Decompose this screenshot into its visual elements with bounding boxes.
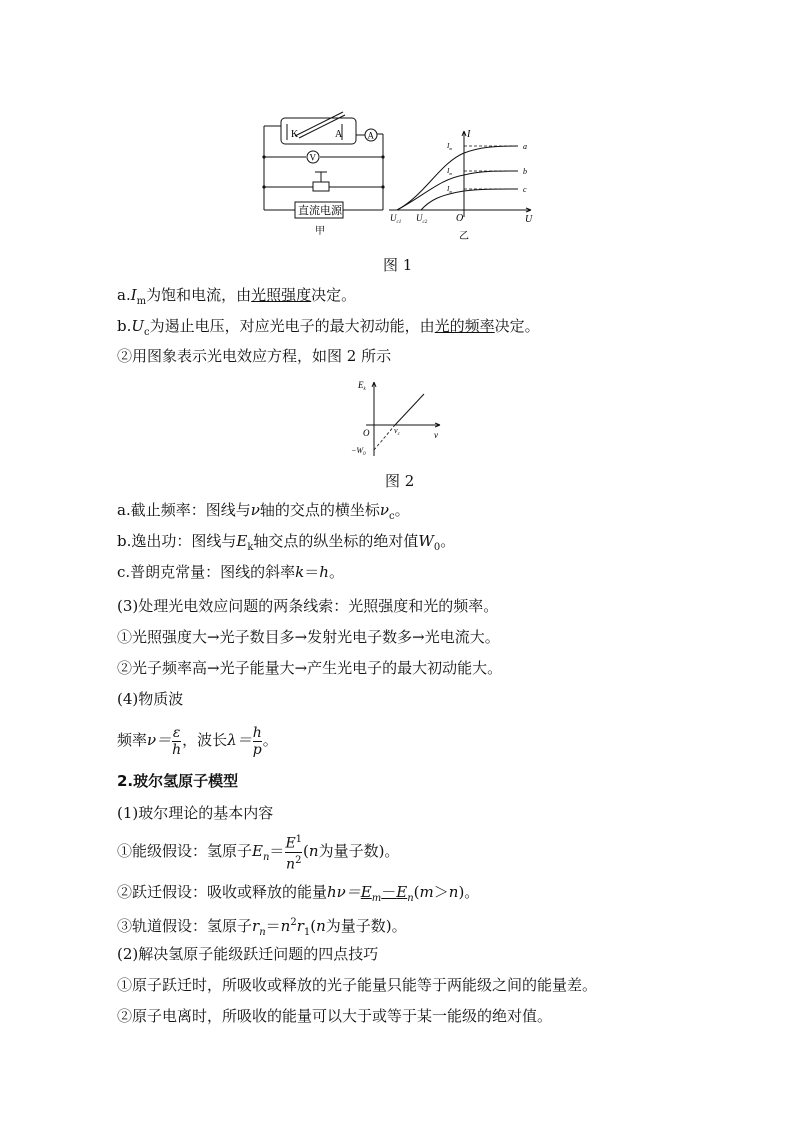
text-line-8: ①光照强度大→光子数目多→发射光电子数多→光电流大。 [117,628,500,646]
text-line-6: c.普朗克常量：图线的斜率k＝h。 [117,563,344,581]
circuit-diagram [255,110,390,235]
svg-text:Im: $I_m$ [447,185,453,194]
text-line-18: ①原子跃迁时，所吸收或释放的光子能量只能等于两能级之间的能量差。 [117,976,598,994]
text-line-14: ①能级假设：氢原子$E_n=$ $\frac{E^1}{n^2}$ (n为量子数)。 [117,834,400,873]
svg-text:−W0: $-W_0$ [351,446,366,457]
svg-text:b: b [523,167,527,176]
text-line-17: (2)解决氢原子能级跃迁问题的四点技巧 [117,945,379,963]
ek-line [395,394,424,425]
text-line-1: $a.I_m$为饱和电流，由光照强度决定。 [117,286,357,307]
text-line-9: ②光子频率高→光子能量大→产生光电子的最大初动能大。 [117,659,503,677]
svg-text:O: O [456,213,464,224]
text-line-19: ②原子电离时，所吸收的能量可以大于或等于某一能级的绝对值。 [117,1007,553,1025]
svg-text:Im: $I_m$ [447,142,453,151]
voltmeter-label: V [309,152,316,163]
svg-text:Ek: $E_k$ [358,380,366,392]
iu-graph [385,125,545,243]
svg-text:c: c [523,185,527,194]
curve-a [397,146,518,210]
svg-text:Uc2: $U_{c2}$ [416,213,428,225]
svg-text:I: I [467,129,471,140]
power-label: 直流电源 [298,204,342,217]
curve-b [397,171,518,210]
ammeter-label: A [367,130,374,141]
text-line-15: ②跃迁假设：吸收或释放的能量$h\nu=E_m-E_n(m>n)$。 [117,883,480,904]
text-line-13: (1)玻尔理论的基本内容 [117,804,274,822]
label-k: K [291,129,299,140]
svg-text:Im: $I_m$ [447,167,453,176]
text-line-16: ③轨道假设：氢原子$r_n=n^2r_1(n$为量子数)。 [117,917,407,938]
text-line-5: b.逸出功：图线与$E_k$轴交点的纵坐标的绝对值$W_0$。 [117,532,456,553]
figure2-caption: 图 2 [385,472,415,490]
section-heading: 2.玻尔氢原子模型 [117,772,239,790]
curve-c [421,189,518,210]
svg-text:Uc1: $U_{c1}$ [390,213,402,225]
text-line-3: ②用图象表示光电效应方程，如图 2 所示 [117,347,392,365]
ek-v-graph [350,376,450,461]
text-line-4: a.截止频率：图线与ν轴的交点的横坐标$\nu_c$。 [117,501,410,522]
svg-text:乙: 乙 [459,231,469,242]
svg-text:U: U [525,214,533,225]
text-line-7: (3)处理光电效应问题的两条线索：光照强度和光的频率。 [117,597,499,615]
text-line-10: (4)物质波 [117,690,184,708]
svg-text:a: a [523,142,527,151]
text-line-11: 频率ν＝ $\frac{\varepsilon}{h}$ ，波长λ＝ $\frac{h}{p}$ 。 [117,724,278,758]
label-a: A [335,129,343,140]
circuit-caption: 甲 [315,226,325,235]
figure1-caption: 图 1 [383,256,413,274]
svg-text:O: O [363,428,370,438]
svg-text:ν: ν [434,430,438,440]
rheostat [313,182,329,191]
svg-text:νc: $\nu_c$ [394,426,400,437]
text-line-2: $b.U_c$为遏止电压，对应光电子的最大初动能，由光的频率决定。 [117,317,540,338]
